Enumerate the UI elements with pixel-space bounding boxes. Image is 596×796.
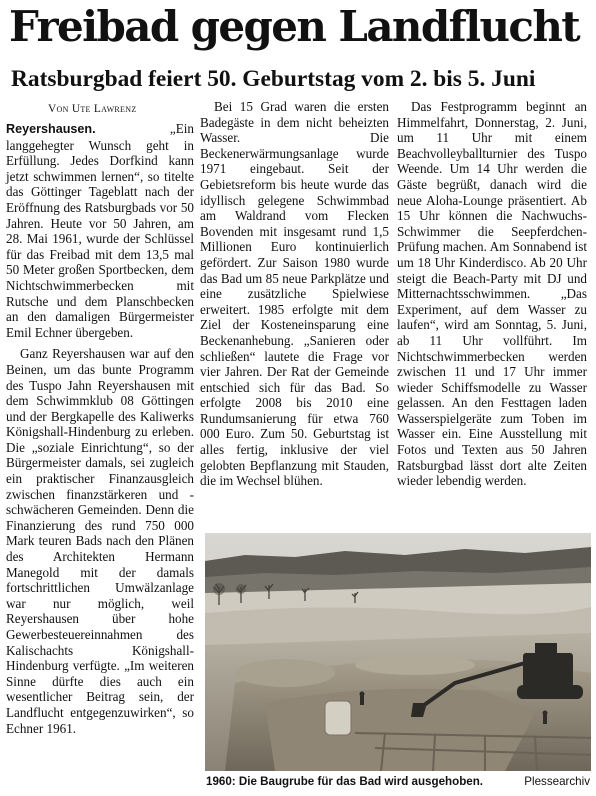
headline: Freibad gegen Landflucht — [9, 2, 580, 51]
paragraph-2: Ganz Reyershausen war auf den Beinen, um das bunte Programm des Tuspo Jahn Reyershausen mit dem Schwimmklub 08 Göttingen und der Bergkapelle des Kaliwerks Königshall-Hindenburg zu erleben. Die „soziale Einrichtung“, so der Bürgermeister damals, sei zugleich ein praktischer Finanzausgleich zwischen finanzstärkeren und -schwächeren Gemeinden. Denn die Finanzierung des rund 750 000 Mark teuren Bads nach den Plänen des Architekten Hermann Manegold mit der damals fortschrittlichen Umwälzanlage war nur möglich, weil Reyershausen über hohe Gewerbesteuereinnahmen des Kalischachts Königshall-Hindenburg verfügte. „Im weiteren Sinne dürfte dies auch ein wesentlicher Beitrag sein, der Landflucht entgegenzuwirken“, so Echner 1961. — [6, 346, 194, 736]
paragraph-3: Bei 15 Grad waren die ersten Badegäste in dem nicht beheizten Wasser. Die Beckenerwärmungsanlage wurde 1971 eingebaut. Seit der Gebietsreform bis heute wurde das idyllisch gelegene Schwimmbad am Waldrand vom Flecken Bovenden mit insgesamt rund 1,5 Millionen Euro kontinuierlich gefördert. Zur Saison 1980 wurde das Bad um 85 neue Parkplätze und eine zusätzliche Spielwiese erweitert. 1985 erfolgte mit dem Ziel der Kosteneinsparung eine Beckenanhebung. „Sanieren oder schließen“ lautete die Frage vor vier Jahren. Der Rat der Gemeinde entschied sich für das Bad. So erfolgte 2008 bis 2010 eine Rundumsanierung für etwa 760 000 Euro. Zum 50. Geburtstag ist alles fertig, inklusive der viel gelobten Bepflanzung mit Stauden, die im Wechsel blühen. — [200, 99, 389, 489]
paragraph-1-text: „Ein langgehegter Wunsch geht in Erfüllung. Jedes Dorfkind kann jetzt schwimmen lernen“, so titelte das Göttinger Tageblatt nach der Eröffnung des Ratsburgbads vor 50 Jahren. Heute vor 50 Jahren, am 28. Mai 1961, wurde der Schlüssel für das Freibad mit dem 13,5 mal 50 Meter großen Sportbecken, dem Nichtschwimmerbecken mit Rutsche und dem Planschbecken an den damaligen Bürgermeister Emil Echner übergeben. — [6, 121, 194, 340]
byline: Von Ute Lawrenz — [48, 103, 137, 115]
column-1 — [6, 121, 194, 736]
subheadline: Ratsburgbad feiert 50. Geburtstag vom 2. bis 5. Juni — [11, 66, 536, 92]
dateline: Reyershausen. — [6, 122, 96, 136]
paragraph-4: Das Festprogramm beginnt an Himmelfahrt, Donnerstag, 2. Juni, um 11 Uhr mit einem Beachvolleyballturnier des Tuspo Weende. Um 14 Uhr werden die Gäste begrüßt, danach wird die neue Aloha-Lounge präsentiert. Ab 15 Uhr können die Nachwuchs-Schwimmer die Seepferdchen-Prüfung machen. Am Sonnabend ist um 18 Uhr Kinderdisco. Ab 20 Uhr steigt die Beach-Party mit DJ und Mitternachtsschwimmen. „Das Experiment, auf dem Wasser zu laufen“, wird am Sonntag, 5. Juni, ab 11 Uhr vollführt. Im Nichtschwimmerbecken werden zwischen 11 und 17 Uhr immer wieder Schiffsmodelle zu Wasser gelassen. An den Festtagen laden Wasserspielgeräte zum Toben im Wasser ein. Eine Ausstellung mit Fotos und Texten aus 50 Jahren Ratsburgbad lässt dort alte Zeiten wieder lebendig werden. — [397, 99, 587, 489]
column-2 — [200, 99, 389, 489]
column-3 — [397, 99, 587, 489]
paragraph-1 — [6, 121, 194, 340]
photo-credit: Plessearchiv — [524, 775, 590, 788]
historic-photo-excavation — [205, 533, 591, 771]
photo-caption: 1960: Die Baugrube für das Bad wird ausgehoben. — [206, 775, 484, 788]
